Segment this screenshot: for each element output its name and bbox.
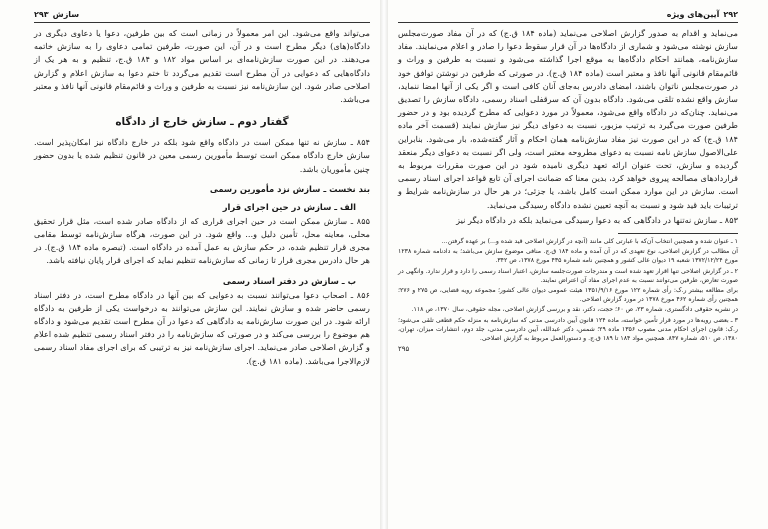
paragraph-853: ۸۵۳ ـ سازش نه‌تنها در دادگاهی که به دعوا رسیدگی می‌نماید بلکه در دادگاه دیگر نیز (456, 214, 738, 225)
subheading-notary-office: ب ـ سازش در دفتر اسناد رسمی (222, 275, 356, 286)
footnote-separator (618, 233, 738, 234)
left-page-number: ۲۹۳ (34, 10, 49, 19)
right-main-paragraph: می‌نماید و اقدام به صدور گزارش اصلاحی می‌نماید (ماده ۱۸۴ ق.ج) که در آن مفاد صورت‌مجلس سازش نوشته می‌شود و شماری از دادگاه‌ها در آن قرار سقوط دعوا را صادر و اعلام می‌نمایند. مفاد سازش‌نامه، همانند احکام دادگاه‌ها به موقع اجرا گذاشته می‌شود و نسبت به طرفین و وراث و قائم‌مقام قانونی آنها نافذ و معتبر است (ماده ۱۸۴ ق.ج). در صورتی که طرفین در نوشتن توافق خود در صورت‌مجلس ناتوان باشند، امضای دادرس به‌جای آنان کافی است و اگر یکی از آنها امضا ننماید، سازش واقع نشده تلقی می‌شود. دادگاه بدون آن که سرقفلی اسناد رسمی، دادگاه سازش را تصدیق می‌نماید. چنان‌که در دادگاه واقع می‌شود، معمولاً در مورد دعوایی که مطرح گردیده بود و در حضور طرفین صورت می‌گیرد به ترتیب مزبور، نسبت به دعوای دیگر نیز سازش نمایند (قسمت آخر ماده ۱۸۴ ق.ج) که در این صورت نیز مفاد سازش‌نامه همان احکام و آثار گفته‌شده، بار می‌شود. بنابراین علی‌الاصول سازش نامه نسبت به دعوای مطروحه معتبر است، ولی اگر نسبت به دعوای دیگر منعقد گردیده و سازش، تحت عنوان ارائه تعهد دیگری نامیده شود در این صورت مقررات مربوط به قراردادهای مصالحه پیروی خواهد کرد، بدین معنا که ضمانت اجرای آن تابع قواعد اجرای اسناد رسمی است. سازش در این موارد ممکن است کامل باشد، یا جزئی؛ در هر حال در سازش‌نامه شرایط و ترتیبات باید قید شود و نسبت به آنچه تعیین نشده دادگاه رسیدگی می‌نماید. (398, 28, 739, 210)
footnote-item: ۱ ـ عنوان شده و همچنین انتخاب آن‌که با عبارتی کلی مانند (آنچه در گزارش اصلاحی قید شده و...) بر عهده گرفتن... (441, 238, 738, 246)
footnote-item: برای مطالعه بیشتر ر.ک: رأی شماره ۱۲۲ مورخ ۱۳۵۱/۹/۱۶ هیئت عمومی دیوان عالی کشور؛ مجموعه رویه قضایی، ص ۲۷۵ و ۲۷۶؛ همچنین رأی شماره ۴۶۲ مورخ ۱۳۷۸ در مورد گزارش اصلاحی. (398, 287, 739, 304)
footnote-item: آن مطالب در گزارش اصلاحی، نوع تعهدی که در آن آمده و ماده ۱۸۴ ق.ج. منافی موضوع سازش می‌باشد؛ به دادنامه شماره ۱۲۳۸ مورخ ۱۳۷۲/۱۲/۲۴ شعبه ۱۹ دیوان عالی کشور و همچنین نامه شماره ۴۳۵ مورخ ۱۳۷۸، ص ۳۴۲. (398, 248, 738, 265)
footnote-item: ۲ ـ در گزارش اصلاحی تنها اقرار تعهد شده است و مندرجات صورت‌جلسه سازش، اعتبار اسناد رسمی را دارد و قرار ندارد. وانگهی در صورت تعارض، طرفین می‌توانند نسبت به عدم اجرای مفاد آن اعتراض نمایند. (398, 267, 738, 284)
left-running-title: سازش (52, 10, 80, 19)
right-page (384, 0, 768, 529)
footnote-page-ref: ۲۹۵ (398, 345, 410, 354)
paragraph-855: ۸۵۵ ـ سازش ممکن است در حین اجرای قراری که از دادگاه صادر شده است، مثل قرار تحقیق محلی، معاینه محل، تأمین دلیل و... واقع شود. در این صورت، هرگاه سازش‌نامه توسط مقامی مجری قرار تنظیم شده، در حکم سازش به عمل آمده در دادگاه است. (تبصره ماده ۱۸۴ ق.ج). در هر حال دادرس مجری قرار تا زمانی که سازش‌نامه تنظیم نماید که اجرای قرار پایان نیافته باشد. (34, 215, 371, 266)
footnote-item: ۳ ـ بعضی رویه‌ها در مورد قرار تأمین خواسته، ماده ۱۲۴ قانون آیین دادرسی مدنی که سازش‌نامه به منزله حکم قطعی تلقی می‌شود؛ ر.ک: قانون اجرای احکام مدنی مصوب ۱۳۵۶ ماده ۲۹؛ شمس، دکتر عبدالله، آیین دادرسی مدنی، جلد دوم، انتشارات میزان، تهران، ۱۳۸۰، ص ۵۱۰، شماره ۸۴۷. همچنین مواد ۱۸۴ تا ۱۸۹ ق.ج. و دستورالعمل مربوط به گزارش اصلاحی. (398, 316, 738, 343)
left-paragraph-continued: می‌تواند واقع می‌شود. این امر معمولاً در زمانی است که بین طرفین، دعوا یا دعاوی دیگری در دادگاه(های) دیگر مطرح است و در آن، این صورت، طرفین تمامی دعاوی را به سازش خاتمه می‌دهند. در این صورت سازش‌نامه‌ای بر اساس مواد ۱۸۲ و ۱۸۴ ق.ج، تنظیم و به هر یک از دادگاه‌هایی که دعوایی در آن مطرح است تقدیم می‌گردد تا ختم دعوا به سازش اعلام و گزارش اصلاحی صادر شود. این سازش‌نامه نیز نسبت به طرفین و وراث و قائم‌مقام قانونی آنها نافذ و معتبر می‌باشد. (34, 28, 370, 105)
right-running-title: آیین‌های ویژه (666, 10, 720, 19)
subheading-during-order: الف ـ سازش در حین اجرای قرار (222, 201, 356, 212)
paragraph-854: ۸۵۴ ـ سازش نه تنها ممکن است در دادگاه واقع شود بلکه در خارج دادگاه نیز امکان‌پذیر است. سازش خارج دادگاه ممکن است توسط مأمورین رسمی معین در قانون تنظیم شده یا بدون حضور چنین مأموریان باشد. (34, 137, 370, 174)
paragraph-856: ۸۵۶ ـ اصحاب دعوا می‌توانند نسبت به دعوایی که بین آنها در دادگاه مطرح است، در دفتر اسناد رسمی حاضر شده و سازش نمایند. این سازش می‌توانند به درخواست یکی از طرفین به دادگاه ارائه شود. در این صورت سازش‌نامه به دادگاهی که دعوا در آن مطرح است تقدیم می‌شود و دادگاه هم موضوع را بررسی می‌کند و در صورتی که سازش‌نامه را در دفتر اسناد رسمی تنظیم شده اعلام و گزارش اصلاحی صادر می‌نماید. اجرای سازش‌نامه نیز به ترتیبی که برای اجرای مفاد اسناد رسمی لازم‌الاجرا می‌باشد. (ماده ۱۸۱ ق.ج). (34, 289, 370, 366)
left-running-head (34, 8, 370, 23)
right-page-number: ۲۹۲ (723, 10, 738, 19)
right-running-head (398, 8, 738, 23)
subheading-official-agents: بند نخست ـ سازش نزد مأمورین رسمی (209, 183, 370, 194)
footnote-item: در نشریه حقوقی دادگستری، شماره ۲۳، ص ۶۰؛ حجت، دکتر، نقد و بررسی گزارش اصلاحی، مجله حقوقی، سال ۱۳۷۰، ص ۱۱۸. (411, 306, 738, 314)
section-heading-out-of-court: گفتار دوم ـ سازش خارج از دادگاه (115, 116, 289, 129)
